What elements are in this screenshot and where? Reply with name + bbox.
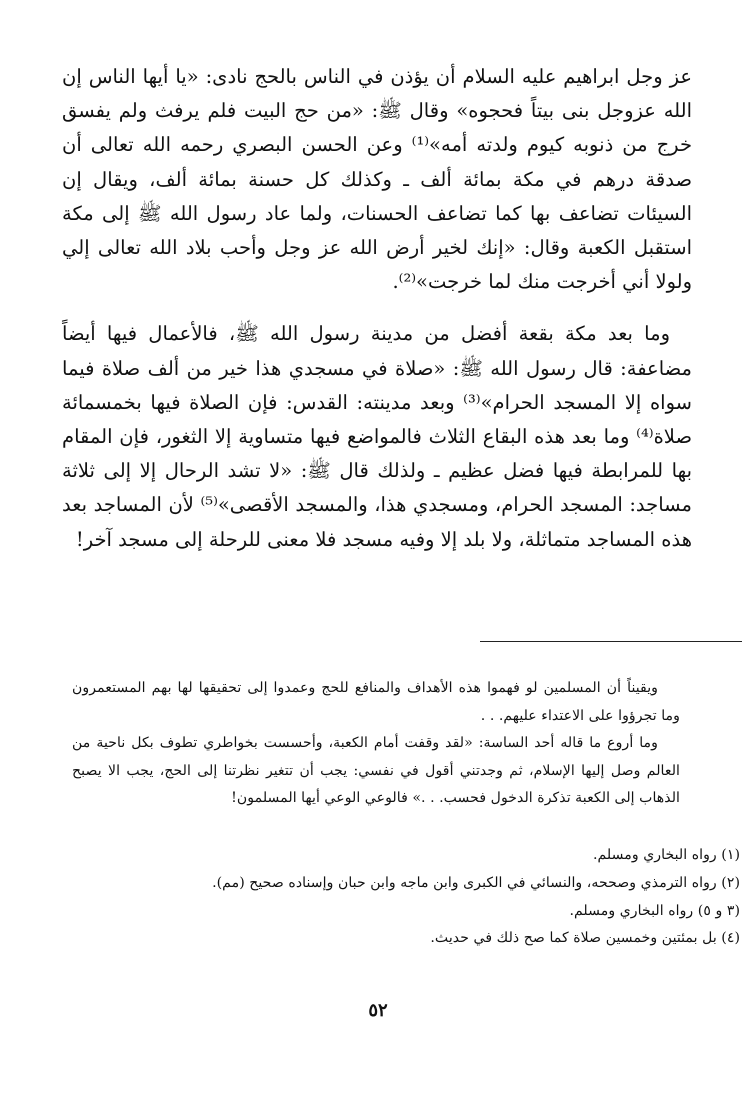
footnote-1: (١) رواه البخاري ومسلم. bbox=[592, 847, 740, 863]
main-text bbox=[62, 60, 692, 557]
commentary-paragraph-2: وما أروع ما قاله أحد الساسة: «لقد وقفت أمام الكعبة، وأحسست بخواطري تطوف بكل ناحية من العالم وصل إليها الإسلام، ثم وجدتني أقول في نفسي: يجب أن تتغير نظرتنا إلى الحج، يجب الا يصبح الذهاب إلى الكعبة تذكرة الدخول فحسب. . .» فالوعي الوعي أيها المسلمون! bbox=[72, 735, 680, 806]
paragraph-2: وما بعد مكة بقعة أفضل من مدينة رسول الله ﷺ، فالأعمال فيها أيضاً مضاعفة: قال رسول الله ﷺ: «صلاة في مسجدي هذا خير من ألف صلاة فيما سواه إلا المسجد الحرام»⁽³⁾ وبعد مدينته: القدس: فإن الصلاة فيها بخمسمائة صلاة⁽⁴⁾ وما بعد هذه البقاع الثلاث فالمواضع فيها متساوية إلا الثغور، فإن المقام بها للمرابطة فيها فضل عظيم ـ ولذلك قال ﷺ: «لا تشد الرحال إلا إلى ثلاثة مساجد: المسجد الحرام، ومسجدي هذا، والمسجد الأقصى»⁽⁵⁾ لأن المساجد بعد هذه المساجد متماثلة، ولا بلد إلا وفيه مسجد فلا معنى للرحلة إلى مسجد آخر! bbox=[62, 322, 693, 551]
commentary-paragraph-1: ويقيناً أن المسلمين لو فهموا هذه الأهداف والمنافع للحج وعمدوا إلى تحقيقها لها بهم المستعمرون وما تجرؤوا على الاعتداء عليهم. . . bbox=[72, 680, 680, 724]
footnote-commentary bbox=[72, 675, 680, 813]
footnote-list bbox=[120, 842, 740, 953]
paragraph-1: عز وجل ابراهيم عليه السلام أن يؤذن في الناس بالحج نادى: «يا أيها الناس إن الله عزوجل بنى بيتاً فحجوه» وقال ﷺ: «من حج البيت فلم يرفث ولم يفسق خرج من ذنوبه كيوم ولدته أمه»⁽¹⁾ وعن الحسن البصري رحمه الله تعالى أن صدقة درهم في مكة بمائة ألف ـ وكذلك كل حسنة بمائة ألف، ويقال إن السيئات تضاعف بها كما تضاعف الحسنات، ولما عاد رسول الله ﷺ إلى مكة استقبل الكعبة وقال: «إنك لخير أرض الله عز وجل وأحب بلاد الله تعالى إلي ولولا أني أخرجت منك لما خرجت»⁽²⁾. bbox=[62, 65, 692, 294]
footnote-4: (٤) بل بمئتين وخمسين صلاة كما صح ذلك في حديث. bbox=[430, 930, 740, 947]
footnote-3-5: (٣ و ٥) رواه البخاري ومسلم. bbox=[569, 902, 740, 919]
footnote-2: (٢) رواه الترمذي وصححه، والنسائي في الكبرى وابن ماجه وابن حبان وإسناده صحيح (مم). bbox=[212, 874, 740, 891]
footnote-divider bbox=[480, 641, 742, 642]
page-number: ٥٢ bbox=[368, 1000, 388, 1021]
